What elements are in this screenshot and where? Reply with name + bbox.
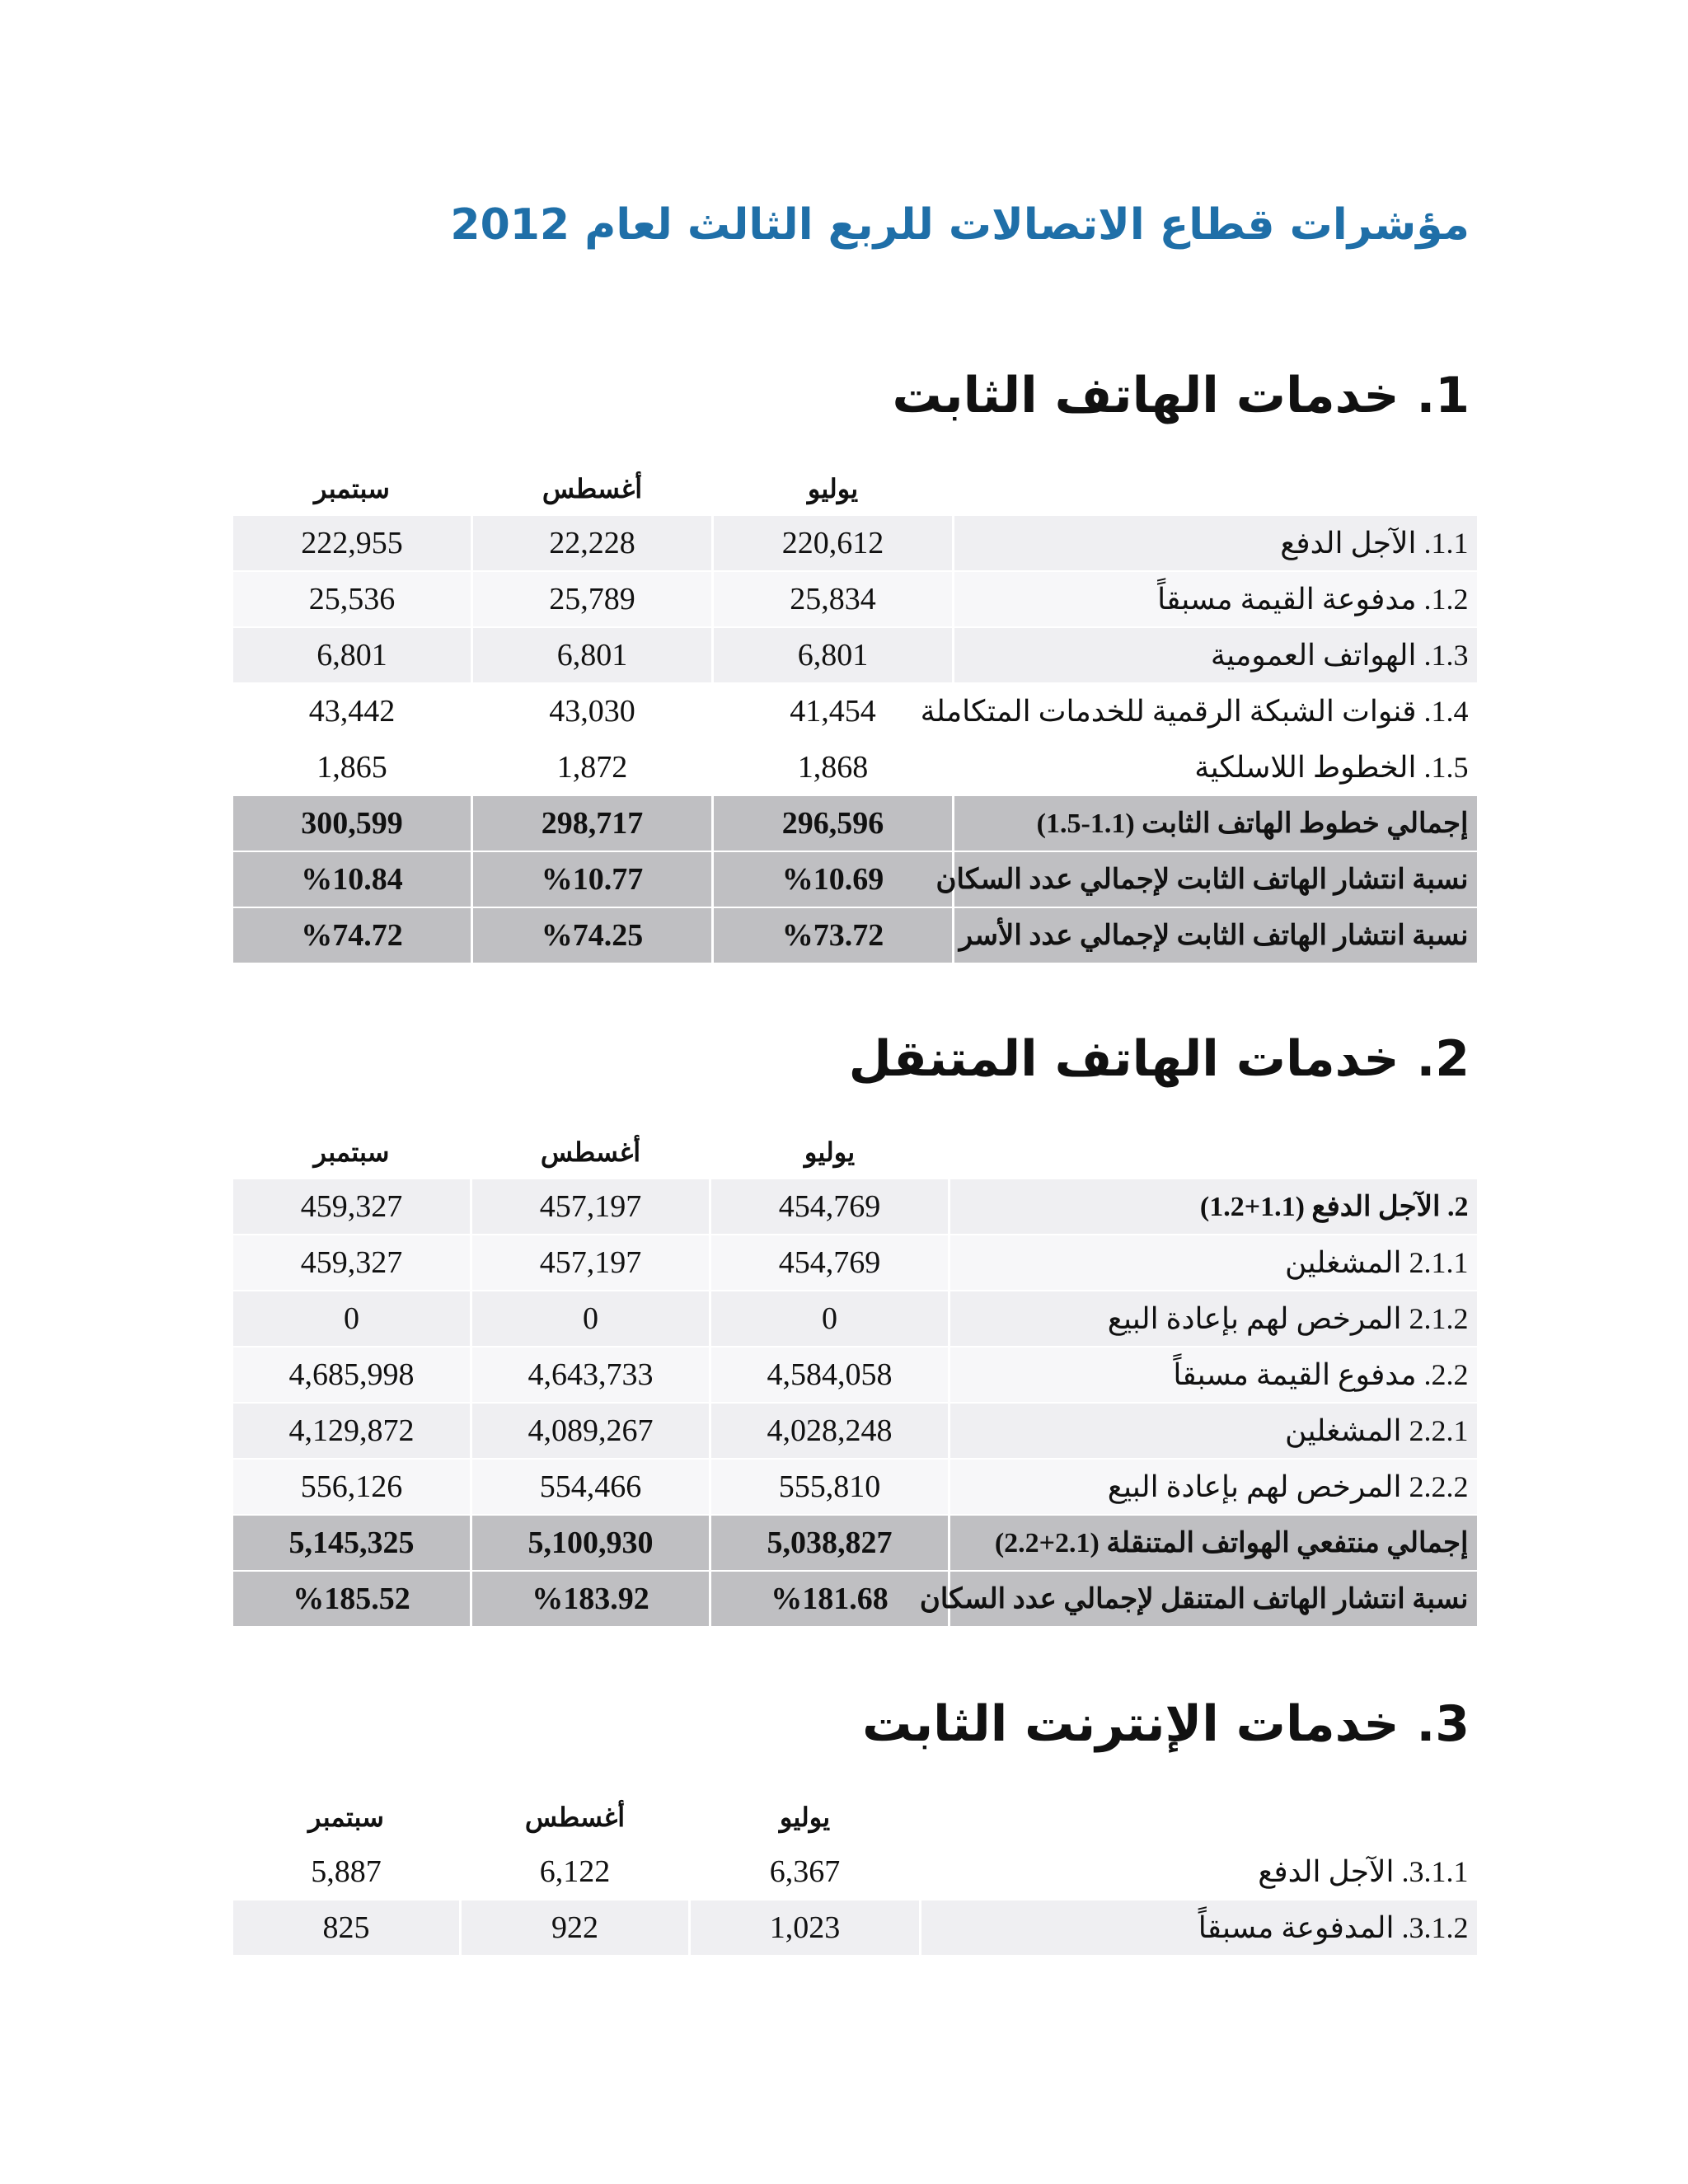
cell-august: 5,100,930 — [471, 1515, 710, 1571]
cell-july: 1,868 — [713, 739, 954, 795]
table-row — [232, 1347, 1477, 1403]
row-label: 1.3. الهواتف العمومية — [954, 627, 1477, 683]
row-label: نسبة انتشار الهاتف المتنقل لإجمالي عدد السكان — [950, 1571, 1477, 1627]
column-header-august: أغسطس — [542, 473, 643, 504]
cell-july: %181.68 — [710, 1571, 950, 1627]
row-label: إجمالي خطوط الهاتف الثابت (1.1-1.5) — [954, 795, 1477, 851]
column-header-september: سبتمبر — [308, 1802, 384, 1833]
section-heading-fixed-phone: 1. خدمات الهاتف الثابت — [892, 367, 1470, 424]
row-label: إجمالي منتفعي الهواتف المتنقلة (2.1+2.2) — [950, 1515, 1477, 1571]
cell-august: 298,717 — [472, 795, 713, 851]
cell-july: 454,769 — [710, 1235, 950, 1291]
cell-september: 300,599 — [232, 795, 472, 851]
cell-september: 4,129,872 — [232, 1403, 471, 1459]
row-label: 2.2.2 المرخص لهم بإعادة البيع — [950, 1459, 1477, 1515]
table-row — [232, 1179, 1477, 1235]
cell-august: 6,801 — [472, 627, 713, 683]
mobile-phone-table — [231, 1125, 1477, 1628]
row-label: 2. الآجل الدفع (1.1+1.2) — [950, 1179, 1477, 1235]
cell-august: 0 — [471, 1291, 710, 1347]
row-label: 1.4. قنوات الشبكة الرقمية للخدمات المتكاملة — [954, 683, 1477, 739]
cell-september: 0 — [232, 1291, 471, 1347]
table-row — [232, 571, 1477, 627]
cell-july: 555,810 — [710, 1459, 950, 1515]
table-row — [232, 627, 1477, 683]
column-header-july: يوليو — [804, 1137, 856, 1168]
table-header-row — [232, 1790, 1477, 1844]
table-row — [232, 1403, 1477, 1459]
cell-september: 1,865 — [232, 739, 472, 795]
cell-august: 457,197 — [471, 1235, 710, 1291]
cell-july: 220,612 — [713, 516, 954, 571]
table-row — [232, 516, 1477, 571]
column-header-august: أغسطس — [540, 1137, 641, 1168]
cell-august: %183.92 — [471, 1571, 710, 1627]
table-total-row — [232, 1571, 1477, 1627]
row-label: 1.2. مدفوعة القيمة مسبقاً — [954, 571, 1477, 627]
header-label-cell — [921, 1790, 1477, 1844]
cell-august: %10.77 — [472, 851, 713, 907]
column-header-september: سبتمبر — [314, 473, 390, 504]
cell-september: 222,955 — [232, 516, 472, 571]
cell-september: 5,145,325 — [232, 1515, 471, 1571]
cell-september: 4,685,998 — [232, 1347, 471, 1403]
cell-july: 41,454 — [713, 683, 954, 739]
row-label: 3.1.2. المدفوعة مسبقاً — [921, 1900, 1477, 1956]
row-label: 2.2.1 المشغلين — [950, 1403, 1477, 1459]
row-label: 3.1.1. الآجل الدفع — [921, 1844, 1477, 1900]
column-header-august: أغسطس — [524, 1802, 626, 1833]
row-label: نسبة انتشار الهاتف الثابت لإجمالي عدد الأسر — [954, 907, 1477, 963]
cell-july: 25,834 — [713, 571, 954, 627]
table-total-row — [232, 851, 1477, 907]
table-total-row — [232, 907, 1477, 963]
table-header-row — [232, 1125, 1477, 1179]
cell-july: %73.72 — [713, 907, 954, 963]
cell-august: 1,872 — [472, 739, 713, 795]
section-heading-fixed-internet: 3. خدمات الإنترنت الثابت — [862, 1695, 1470, 1753]
fixed-phone-table — [231, 462, 1477, 964]
cell-july: 296,596 — [713, 795, 954, 851]
row-label: 1.5. الخطوط اللاسلكية — [954, 739, 1477, 795]
cell-september: %10.84 — [232, 851, 472, 907]
cell-september: 25,536 — [232, 571, 472, 627]
cell-july: 454,769 — [710, 1179, 950, 1235]
cell-july: 1,023 — [690, 1900, 921, 1956]
column-header-july: يوليو — [807, 473, 859, 504]
table-row — [232, 683, 1477, 739]
cell-september: 459,327 — [232, 1235, 471, 1291]
cell-august: 22,228 — [472, 516, 713, 571]
cell-july: 4,584,058 — [710, 1347, 950, 1403]
table-header-row — [232, 462, 1477, 516]
cell-september: 5,887 — [232, 1844, 461, 1900]
section-heading-mobile-phone: 2. خدمات الهاتف المتنقل — [848, 1030, 1470, 1088]
row-label: 2.1.1 المشغلين — [950, 1235, 1477, 1291]
row-label: 1.1. الآجل الدفع — [954, 516, 1477, 571]
fixed-internet-table — [231, 1790, 1477, 1957]
cell-august: 922 — [461, 1900, 690, 1956]
document-title: مؤشرات قطاع الاتصالات للربع الثالث لعام 2012 — [450, 200, 1470, 250]
cell-august: 4,643,733 — [471, 1347, 710, 1403]
table-row — [232, 1291, 1477, 1347]
row-label: 2.2. مدفوع القيمة مسبقاً — [950, 1347, 1477, 1403]
table-row — [232, 1900, 1477, 1956]
column-header-july: يوليو — [779, 1802, 831, 1833]
cell-september: 459,327 — [232, 1179, 471, 1235]
cell-september: 825 — [232, 1900, 461, 1956]
cell-august: 25,789 — [472, 571, 713, 627]
column-header-september: سبتمبر — [313, 1137, 390, 1168]
cell-july: 5,038,827 — [710, 1515, 950, 1571]
row-label: 2.1.2 المرخص لهم بإعادة البيع — [950, 1291, 1477, 1347]
cell-august: 457,197 — [471, 1179, 710, 1235]
table-row — [232, 739, 1477, 795]
cell-august: 43,030 — [472, 683, 713, 739]
table-total-row — [232, 1515, 1477, 1571]
row-label: نسبة انتشار الهاتف الثابت لإجمالي عدد السكان — [954, 851, 1477, 907]
table-total-row — [232, 795, 1477, 851]
cell-august: 4,089,267 — [471, 1403, 710, 1459]
cell-july: 6,367 — [690, 1844, 921, 1900]
cell-september: %185.52 — [232, 1571, 471, 1627]
cell-august: 554,466 — [471, 1459, 710, 1515]
header-label-cell — [954, 462, 1477, 516]
cell-july: %10.69 — [713, 851, 954, 907]
table-row — [232, 1235, 1477, 1291]
cell-july: 6,801 — [713, 627, 954, 683]
cell-july: 0 — [710, 1291, 950, 1347]
table-row — [232, 1459, 1477, 1515]
cell-september: 43,442 — [232, 683, 472, 739]
cell-september: 6,801 — [232, 627, 472, 683]
cell-august: 6,122 — [461, 1844, 690, 1900]
header-label-cell — [950, 1125, 1477, 1179]
cell-july: 4,028,248 — [710, 1403, 950, 1459]
cell-september: %74.72 — [232, 907, 472, 963]
cell-august: %74.25 — [472, 907, 713, 963]
cell-september: 556,126 — [232, 1459, 471, 1515]
table-row — [232, 1844, 1477, 1900]
